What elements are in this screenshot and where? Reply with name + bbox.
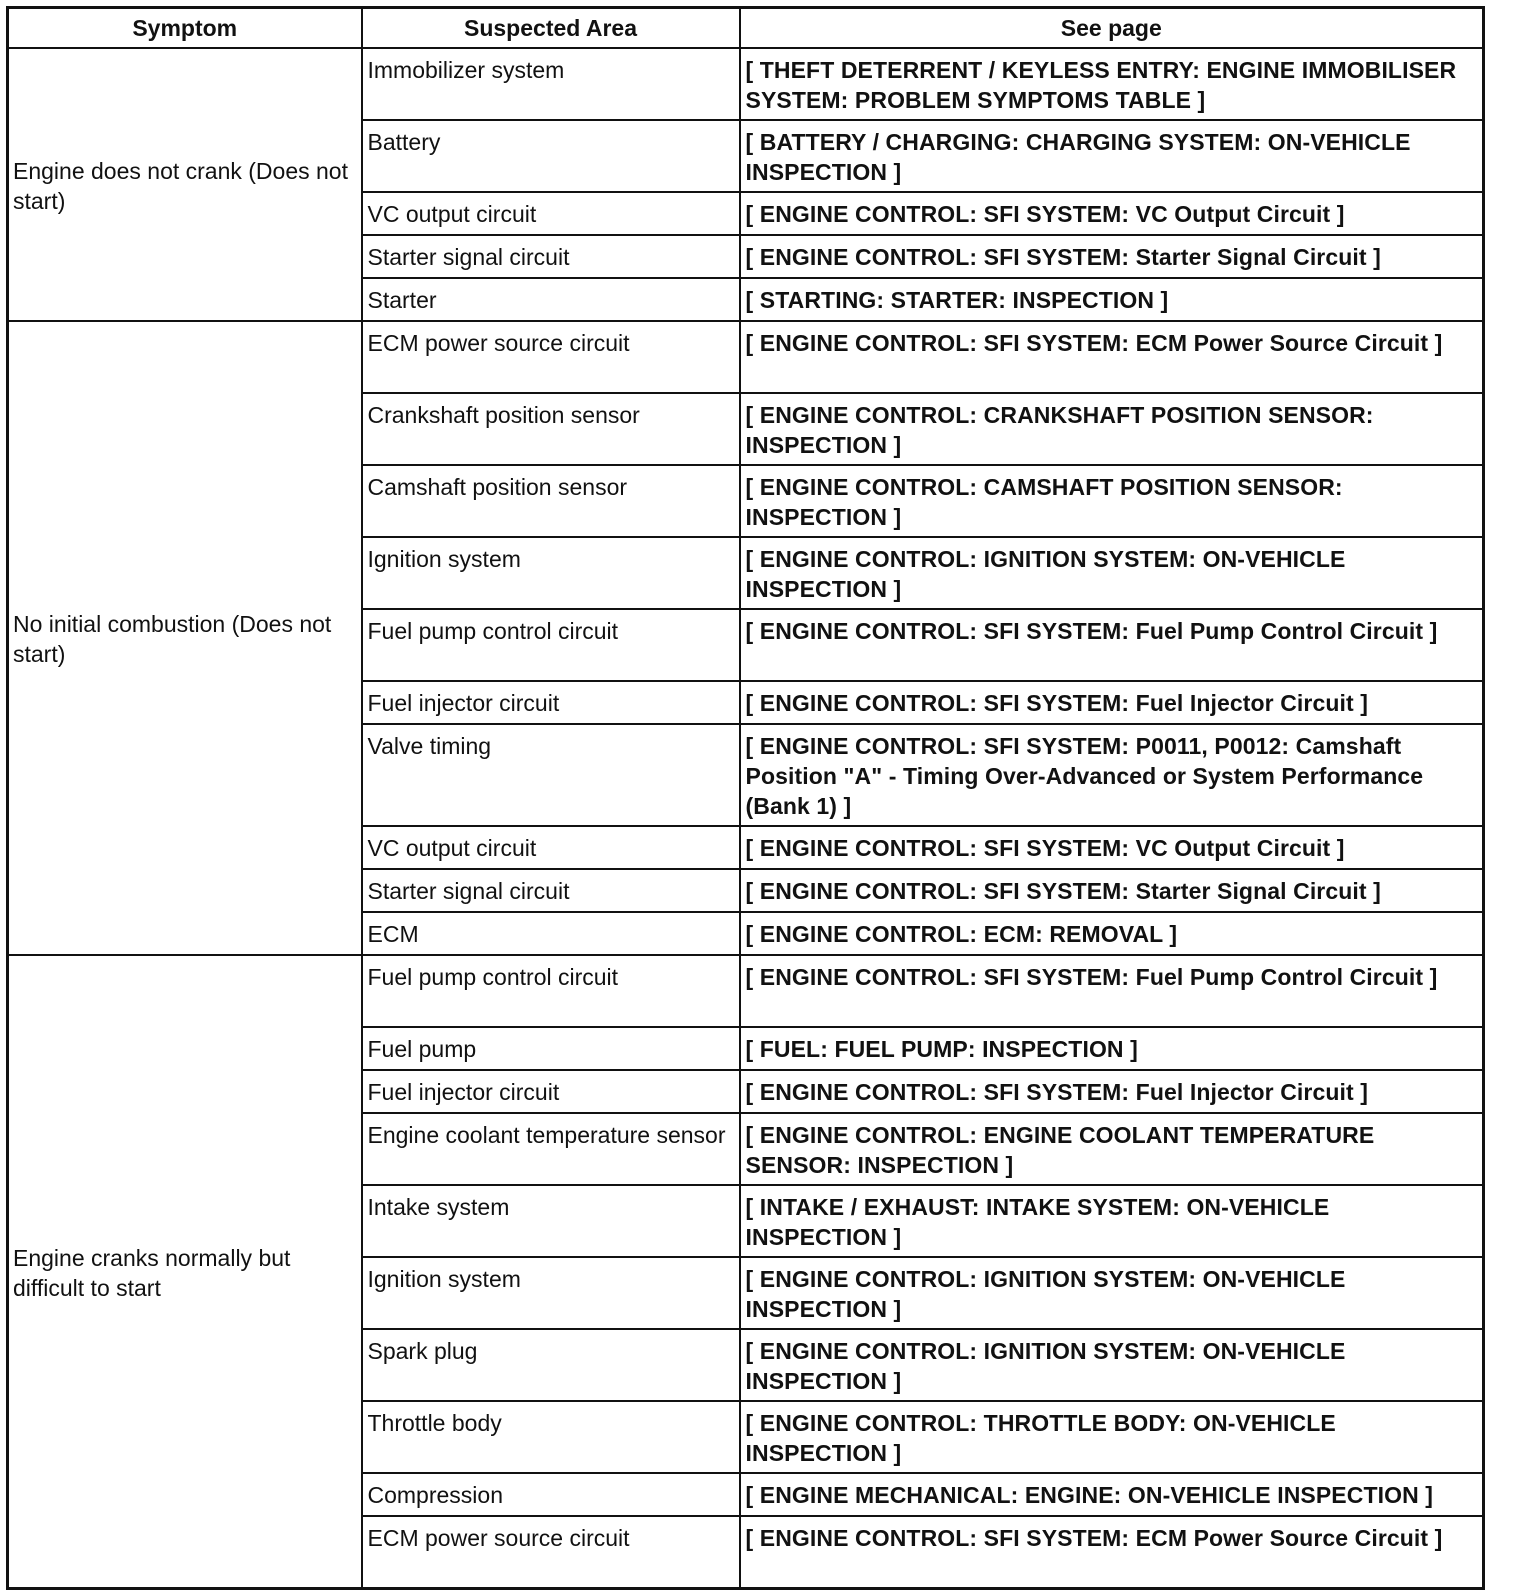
suspected-area-cell: Fuel injector circuit xyxy=(362,681,740,724)
see-page-link[interactable]: [ INTAKE / EXHAUST: INTAKE SYSTEM: ON-VEHICLE INSPECTION ] xyxy=(740,1185,1484,1257)
suspected-area-cell: Battery xyxy=(362,120,740,192)
see-page-link[interactable]: [ ENGINE CONTROL: IGNITION SYSTEM: ON-VEHICLE INSPECTION ] xyxy=(740,1329,1484,1401)
see-page-link[interactable]: [ ENGINE CONTROL: IGNITION SYSTEM: ON-VEHICLE INSPECTION ] xyxy=(740,1257,1484,1329)
see-page-link[interactable]: [ BATTERY / CHARGING: CHARGING SYSTEM: ON-VEHICLE INSPECTION ] xyxy=(740,120,1484,192)
suspected-area-cell: VC output circuit xyxy=(362,192,740,235)
see-page-link[interactable]: [ ENGINE CONTROL: SFI SYSTEM: Starter Signal Circuit ] xyxy=(740,235,1484,278)
suspected-area-cell: Fuel injector circuit xyxy=(362,1070,740,1113)
see-page-link[interactable]: [ ENGINE CONTROL: SFI SYSTEM: Fuel Injector Circuit ] xyxy=(740,1070,1484,1113)
symptom-cell: No initial combustion (Does not start) xyxy=(8,321,362,955)
see-page-link[interactable]: [ ENGINE CONTROL: SFI SYSTEM: Fuel Pump Control Circuit ] xyxy=(740,955,1484,1027)
suspected-area-cell: ECM power source circuit xyxy=(362,321,740,393)
see-page-link[interactable]: [ ENGINE CONTROL: SFI SYSTEM: VC Output Circuit ] xyxy=(740,826,1484,869)
see-page-link[interactable]: [ ENGINE CONTROL: ECM: REMOVAL ] xyxy=(740,912,1484,955)
symptom-cell: Engine does not crank (Does not start) xyxy=(8,48,362,321)
table-row xyxy=(8,48,1484,120)
see-page-link[interactable]: [ STARTING: STARTER: INSPECTION ] xyxy=(740,278,1484,321)
suspected-area-cell: ECM power source circuit xyxy=(362,1516,740,1589)
suspected-area-cell: Fuel pump control circuit xyxy=(362,609,740,681)
suspected-area-cell: Intake system xyxy=(362,1185,740,1257)
suspected-area-cell: VC output circuit xyxy=(362,826,740,869)
suspected-area-cell: Spark plug xyxy=(362,1329,740,1401)
see-page-link[interactable]: [ THEFT DETERRENT / KEYLESS ENTRY: ENGINE IMMOBILISER SYSTEM: PROBLEM SYMPTOMS TABLE ] xyxy=(740,48,1484,120)
see-page-link[interactable]: [ ENGINE CONTROL: IGNITION SYSTEM: ON-VEHICLE INSPECTION ] xyxy=(740,537,1484,609)
suspected-area-cell: Starter signal circuit xyxy=(362,869,740,912)
suspected-area-cell: Throttle body xyxy=(362,1401,740,1473)
suspected-area-cell: Crankshaft position sensor xyxy=(362,393,740,465)
header-symptom: Symptom xyxy=(8,8,362,49)
see-page-link[interactable]: [ ENGINE CONTROL: SFI SYSTEM: ECM Power Source Circuit ] xyxy=(740,1516,1484,1589)
table-row xyxy=(8,955,1484,1027)
see-page-link[interactable]: [ ENGINE CONTROL: THROTTLE BODY: ON-VEHICLE INSPECTION ] xyxy=(740,1401,1484,1473)
header-suspected-area: Suspected Area xyxy=(362,8,740,49)
header-see-page: See page xyxy=(740,8,1484,49)
suspected-area-cell: Starter xyxy=(362,278,740,321)
see-page-link[interactable]: [ ENGINE CONTROL: SFI SYSTEM: VC Output Circuit ] xyxy=(740,192,1484,235)
problem-symptoms-table xyxy=(6,6,1485,1590)
suspected-area-cell: Engine coolant temperature sensor xyxy=(362,1113,740,1185)
see-page-link[interactable]: [ ENGINE CONTROL: SFI SYSTEM: P0011, P0012: Camshaft Position "A" - Timing Over-Advanced or System Performance (Bank 1) ] xyxy=(740,724,1484,826)
see-page-link[interactable]: [ ENGINE CONTROL: CAMSHAFT POSITION SENSOR: INSPECTION ] xyxy=(740,465,1484,537)
suspected-area-cell: Fuel pump xyxy=(362,1027,740,1070)
suspected-area-cell: Compression xyxy=(362,1473,740,1516)
see-page-link[interactable]: [ ENGINE CONTROL: CRANKSHAFT POSITION SENSOR: INSPECTION ] xyxy=(740,393,1484,465)
suspected-area-cell: Starter signal circuit xyxy=(362,235,740,278)
table-row xyxy=(8,321,1484,393)
see-page-link[interactable]: [ ENGINE MECHANICAL: ENGINE: ON-VEHICLE INSPECTION ] xyxy=(740,1473,1484,1516)
see-page-link[interactable]: [ ENGINE CONTROL: SFI SYSTEM: Starter Signal Circuit ] xyxy=(740,869,1484,912)
suspected-area-cell: ECM xyxy=(362,912,740,955)
suspected-area-cell: Fuel pump control circuit xyxy=(362,955,740,1027)
see-page-link[interactable]: [ ENGINE CONTROL: SFI SYSTEM: Fuel Pump Control Circuit ] xyxy=(740,609,1484,681)
suspected-area-cell: Immobilizer system xyxy=(362,48,740,120)
see-page-link[interactable]: [ ENGINE CONTROL: SFI SYSTEM: Fuel Injector Circuit ] xyxy=(740,681,1484,724)
see-page-link[interactable]: [ ENGINE CONTROL: SFI SYSTEM: ECM Power Source Circuit ] xyxy=(740,321,1484,393)
suspected-area-cell: Ignition system xyxy=(362,1257,740,1329)
symptom-cell: Engine cranks normally but difficult to start xyxy=(8,955,362,1589)
header-row xyxy=(8,8,1484,49)
suspected-area-cell: Valve timing xyxy=(362,724,740,826)
see-page-link[interactable]: [ ENGINE CONTROL: ENGINE COOLANT TEMPERATURE SENSOR: INSPECTION ] xyxy=(740,1113,1484,1185)
see-page-link[interactable]: [ FUEL: FUEL PUMP: INSPECTION ] xyxy=(740,1027,1484,1070)
suspected-area-cell: Ignition system xyxy=(362,537,740,609)
suspected-area-cell: Camshaft position sensor xyxy=(362,465,740,537)
